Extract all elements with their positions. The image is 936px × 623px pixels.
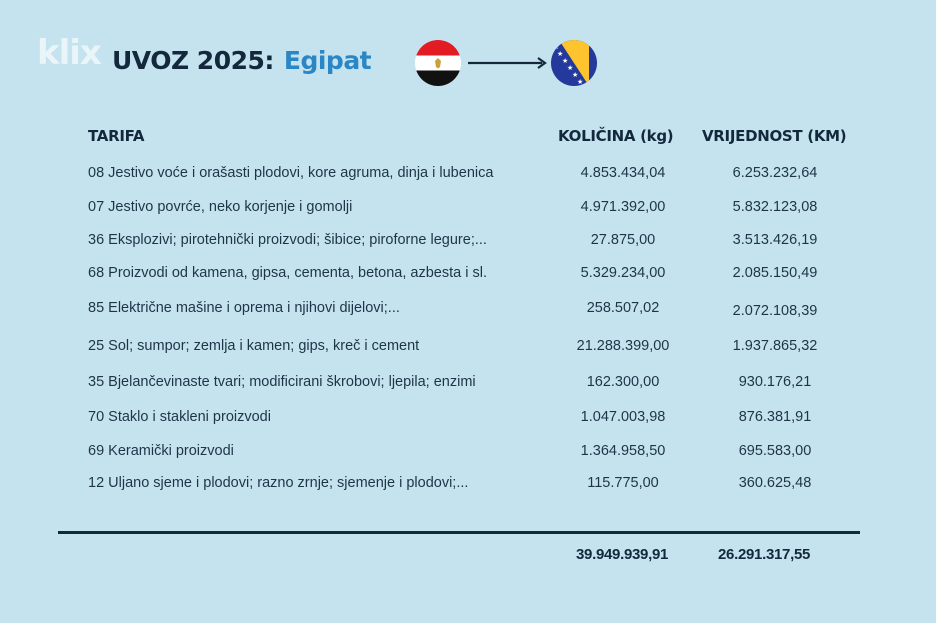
tarifa-cell: 35 Bjelančevinaste tvari; modificirani škrobovi; ljepila; enzimi bbox=[88, 374, 476, 390]
kolicina-cell: 4.971.392,00 bbox=[580, 199, 666, 215]
egypt-flag-icon bbox=[415, 40, 461, 86]
page-title bbox=[112, 46, 371, 75]
column-header-kolicina: KOLIČINA (kg) bbox=[558, 127, 674, 145]
vrijednost-cell: 1.937.865,32 bbox=[732, 338, 818, 354]
column-header-tarifa: TARIFA bbox=[88, 127, 145, 145]
total-vrijednost: 26.291.317,55 bbox=[718, 546, 811, 563]
title-text: UVOZ 2025: bbox=[112, 46, 274, 75]
vrijednost-cell: 2.085.150,49 bbox=[732, 265, 818, 281]
table-row bbox=[0, 300, 936, 320]
svg-text:★: ★ bbox=[562, 57, 569, 65]
tarifa-cell: 12 Uljano sjeme i plodovi; razno zrnje; sjemenje i plodovi;... bbox=[88, 475, 469, 491]
svg-text:★: ★ bbox=[557, 50, 564, 58]
vrijednost-cell: 5.832.123,08 bbox=[732, 199, 818, 215]
kolicina-cell: 1.047.003,98 bbox=[580, 409, 666, 425]
arrow-right-icon bbox=[468, 56, 548, 74]
kolicina-cell: 115.775,00 bbox=[587, 475, 659, 491]
vrijednost-cell: 930.176,21 bbox=[738, 374, 812, 390]
kolicina-cell: 162.300,00 bbox=[586, 374, 660, 390]
vrijednost-cell: 360.625,48 bbox=[738, 475, 812, 491]
tarifa-cell: 07 Jestivo povrće, neko korjenje i gomolji bbox=[88, 199, 353, 215]
svg-text:★: ★ bbox=[553, 43, 560, 51]
kolicina-cell: 5.329.234,00 bbox=[580, 265, 666, 281]
table-row bbox=[0, 475, 936, 495]
tarifa-cell: 68 Proizvodi od kamena, gipsa, cementa, betona, azbesta i sl. bbox=[88, 265, 487, 281]
svg-text:★: ★ bbox=[572, 71, 579, 79]
table-row bbox=[0, 443, 936, 463]
vrijednost-cell: 3.513.426,19 bbox=[732, 232, 818, 248]
total-kolicina: 39.949.939,91 bbox=[576, 546, 669, 563]
bosnia-herzegovina-flag-icon bbox=[551, 40, 597, 86]
totals-divider bbox=[58, 531, 860, 534]
svg-text:★: ★ bbox=[577, 78, 584, 86]
country-name: Egipat bbox=[283, 46, 372, 75]
tarifa-cell: 69 Keramički proizvodi bbox=[88, 443, 234, 459]
table-row bbox=[0, 265, 936, 285]
table-row bbox=[0, 374, 936, 394]
vrijednost-cell: 695.583,00 bbox=[738, 443, 812, 459]
kolicina-cell: 27.875,00 bbox=[590, 232, 656, 248]
kolicina-cell: 4.853.434,04 bbox=[580, 165, 666, 181]
tarifa-cell: 08 Jestivo voće i orašasti plodovi, kore agruma, dinja i lubenica bbox=[88, 165, 494, 181]
vrijednost-cell: 876.381,91 bbox=[738, 409, 812, 425]
kolicina-cell: 1.364.958,50 bbox=[580, 443, 666, 459]
table-row bbox=[0, 199, 936, 219]
tarifa-cell: 25 Sol; sumpor; zemlja i kamen; gips, kreč i cement bbox=[88, 338, 420, 354]
tarifa-cell: 70 Staklo i stakleni proizvodi bbox=[88, 409, 271, 425]
table-row bbox=[0, 232, 936, 252]
klix-logo: klix bbox=[37, 33, 101, 73]
vrijednost-cell: 6.253.232,64 bbox=[732, 165, 818, 181]
tarifa-cell: 36 Eksplozivi; pirotehnički proizvodi; šibice; piroforne legure;... bbox=[88, 232, 487, 248]
table-row bbox=[0, 409, 936, 429]
table-row bbox=[0, 338, 936, 358]
kolicina-cell: 21.288.399,00 bbox=[576, 338, 670, 354]
table-row bbox=[0, 165, 936, 185]
vrijednost-cell: 2.072.108,39 bbox=[732, 303, 818, 319]
kolicina-cell: 258.507,02 bbox=[586, 300, 660, 316]
column-header-vrijednost: VRIJEDNOST (KM) bbox=[702, 127, 847, 145]
svg-text:★: ★ bbox=[567, 64, 574, 72]
tarifa-cell: 85 Električne mašine i oprema i njihovi dijelovi;... bbox=[88, 300, 400, 316]
